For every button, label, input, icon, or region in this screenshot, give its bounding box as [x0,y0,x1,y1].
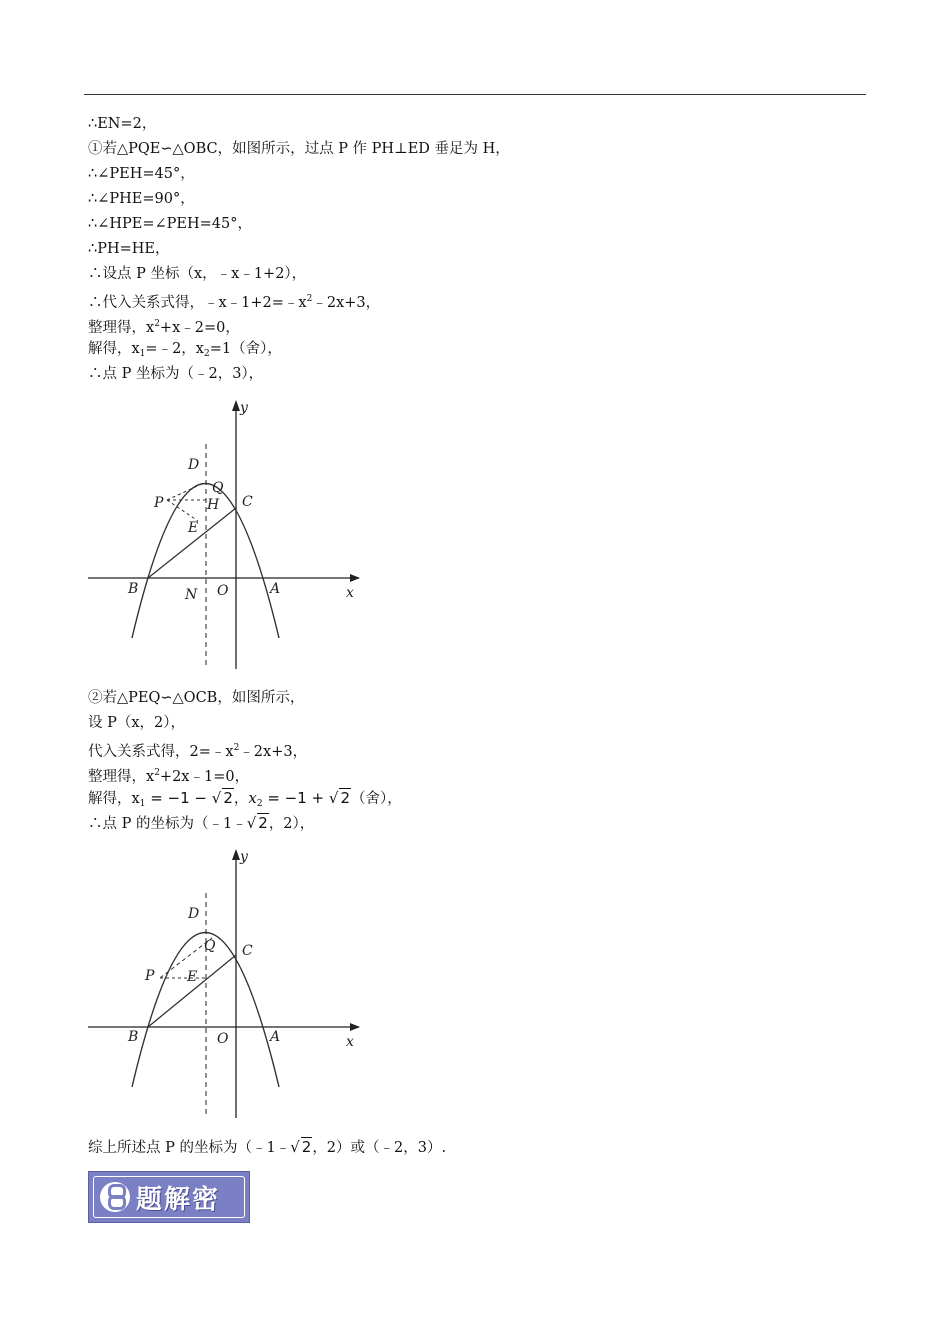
text-line: ∴EN=2， [88,116,157,132]
logo-frame [93,1176,245,1218]
label-x: x [346,1034,354,1050]
label-c: C [242,943,253,959]
y-axis-arrow [232,400,240,411]
line-bc [148,955,236,1027]
text-run: ﹣2x+3， [312,295,381,311]
text-line [88,1137,446,1158]
text-line: ∴PH=HE， [88,241,170,257]
math-run [248,789,256,807]
text-line [88,738,307,762]
label-e: E [188,520,199,536]
text-run: 整理得，x [88,769,155,785]
label-e: E [187,969,198,985]
radicand: 2 [258,814,268,832]
label-o: O [217,583,229,599]
superscript: 2 [306,294,313,304]
text-line [88,314,240,338]
text-line: ∴∠PEH=45°， [88,166,195,182]
subscript: 1 [139,349,146,359]
infinity-logo-icon [100,1182,130,1212]
label-b: B [128,1029,139,1045]
brand-logo [88,1171,250,1223]
label-p: P [154,495,164,511]
superscript: 2 [154,768,160,778]
math-run: = −1 + [262,789,329,807]
figure-2 [84,845,374,1121]
line-bc [148,508,236,578]
label-d: D [188,906,200,922]
text-run: +2x﹣1=0， [159,769,250,785]
text-run: 整理得，x [88,320,155,336]
superscript: 2 [154,319,160,329]
subscript: 2 [203,349,210,359]
text-run: 解得，x [88,341,140,357]
text-line [88,763,249,787]
superscript: 2 [233,743,240,753]
text-line: ∴设点 P 坐标（x，﹣x﹣1+2）， [88,266,307,282]
label-a: A [270,581,281,597]
text-run: ﹣2x+3， [239,744,308,760]
figure-1-svg [84,396,374,672]
header-rule [84,94,866,95]
figure-1 [84,396,374,672]
x-axis-arrow [350,574,360,582]
y-axis-arrow [232,849,240,860]
text-run: 代入关系式得，2=﹣x [88,744,234,760]
text-run: 解得，x [88,791,140,807]
text-run: 综上所述点 P 的坐标为（﹣1﹣ [88,1140,291,1156]
text-run: ， [233,791,249,807]
text-line [88,339,282,364]
text-run: ，2）或（﹣2，3）. [312,1140,447,1156]
subscript: 2 [256,799,263,809]
label-y: y [240,400,248,416]
text-line: ∴∠PHE=90°， [88,191,195,207]
parabola [132,933,279,1088]
figure-2-svg [84,845,374,1121]
label-a: A [270,1029,281,1045]
text-run: ∴点 P 的坐标为（﹣1﹣ [88,816,247,832]
text-run: =﹣2，x [145,341,204,357]
label-c: C [242,494,253,510]
text-run: =1（舍）， [209,341,282,357]
sqrt-expression: √ 2 [246,814,268,832]
sqrt-expression: √ 2 [290,1138,312,1156]
label-d: D [188,457,200,473]
radicand: 2 [301,1138,312,1156]
label-h: H [207,497,220,513]
label-y: y [240,849,248,865]
segment-pe [167,500,198,521]
radicand: 2 [340,789,350,807]
text-run: ∴代入关系式得，﹣x﹣1+2=﹣x [88,295,307,311]
text-line: 设 P（x，2）， [88,715,186,731]
math-var: x [248,789,257,807]
label-q: Q [204,938,216,954]
text-line: ②若△PEQ∽△OCB，如图所示， [88,690,305,706]
subscript: 1 [139,799,146,809]
text-run: ，2）， [268,816,315,832]
sqrt-expression: √ 2 [328,789,350,807]
x-axis-arrow [350,1023,360,1031]
label-q: Q [212,480,224,496]
text-line [88,813,314,834]
label-x: x [346,585,354,601]
text-line [88,788,402,814]
radicand: 2 [223,789,233,807]
text-run: （舍）， [351,791,402,807]
text-line: ∴点 P 坐标为（﹣2，3）， [88,366,264,382]
math-run: = −1 − [145,789,212,807]
text-line: ①若△PQE∽△OBC，如图所示，过点 P 作 PH⊥ED 垂足为 H， [88,141,510,157]
label-n: N [185,587,198,603]
sqrt-expression: √ 2 [211,789,233,807]
label-o: O [217,1031,229,1047]
logo-text: 题解密 [136,1184,221,1215]
text-line: ∴∠HPE=∠PEH=45°， [88,216,252,232]
label-p: P [145,968,155,984]
text-run: +x﹣2=0， [159,320,240,336]
label-b: B [128,581,139,597]
text-line [88,289,380,313]
